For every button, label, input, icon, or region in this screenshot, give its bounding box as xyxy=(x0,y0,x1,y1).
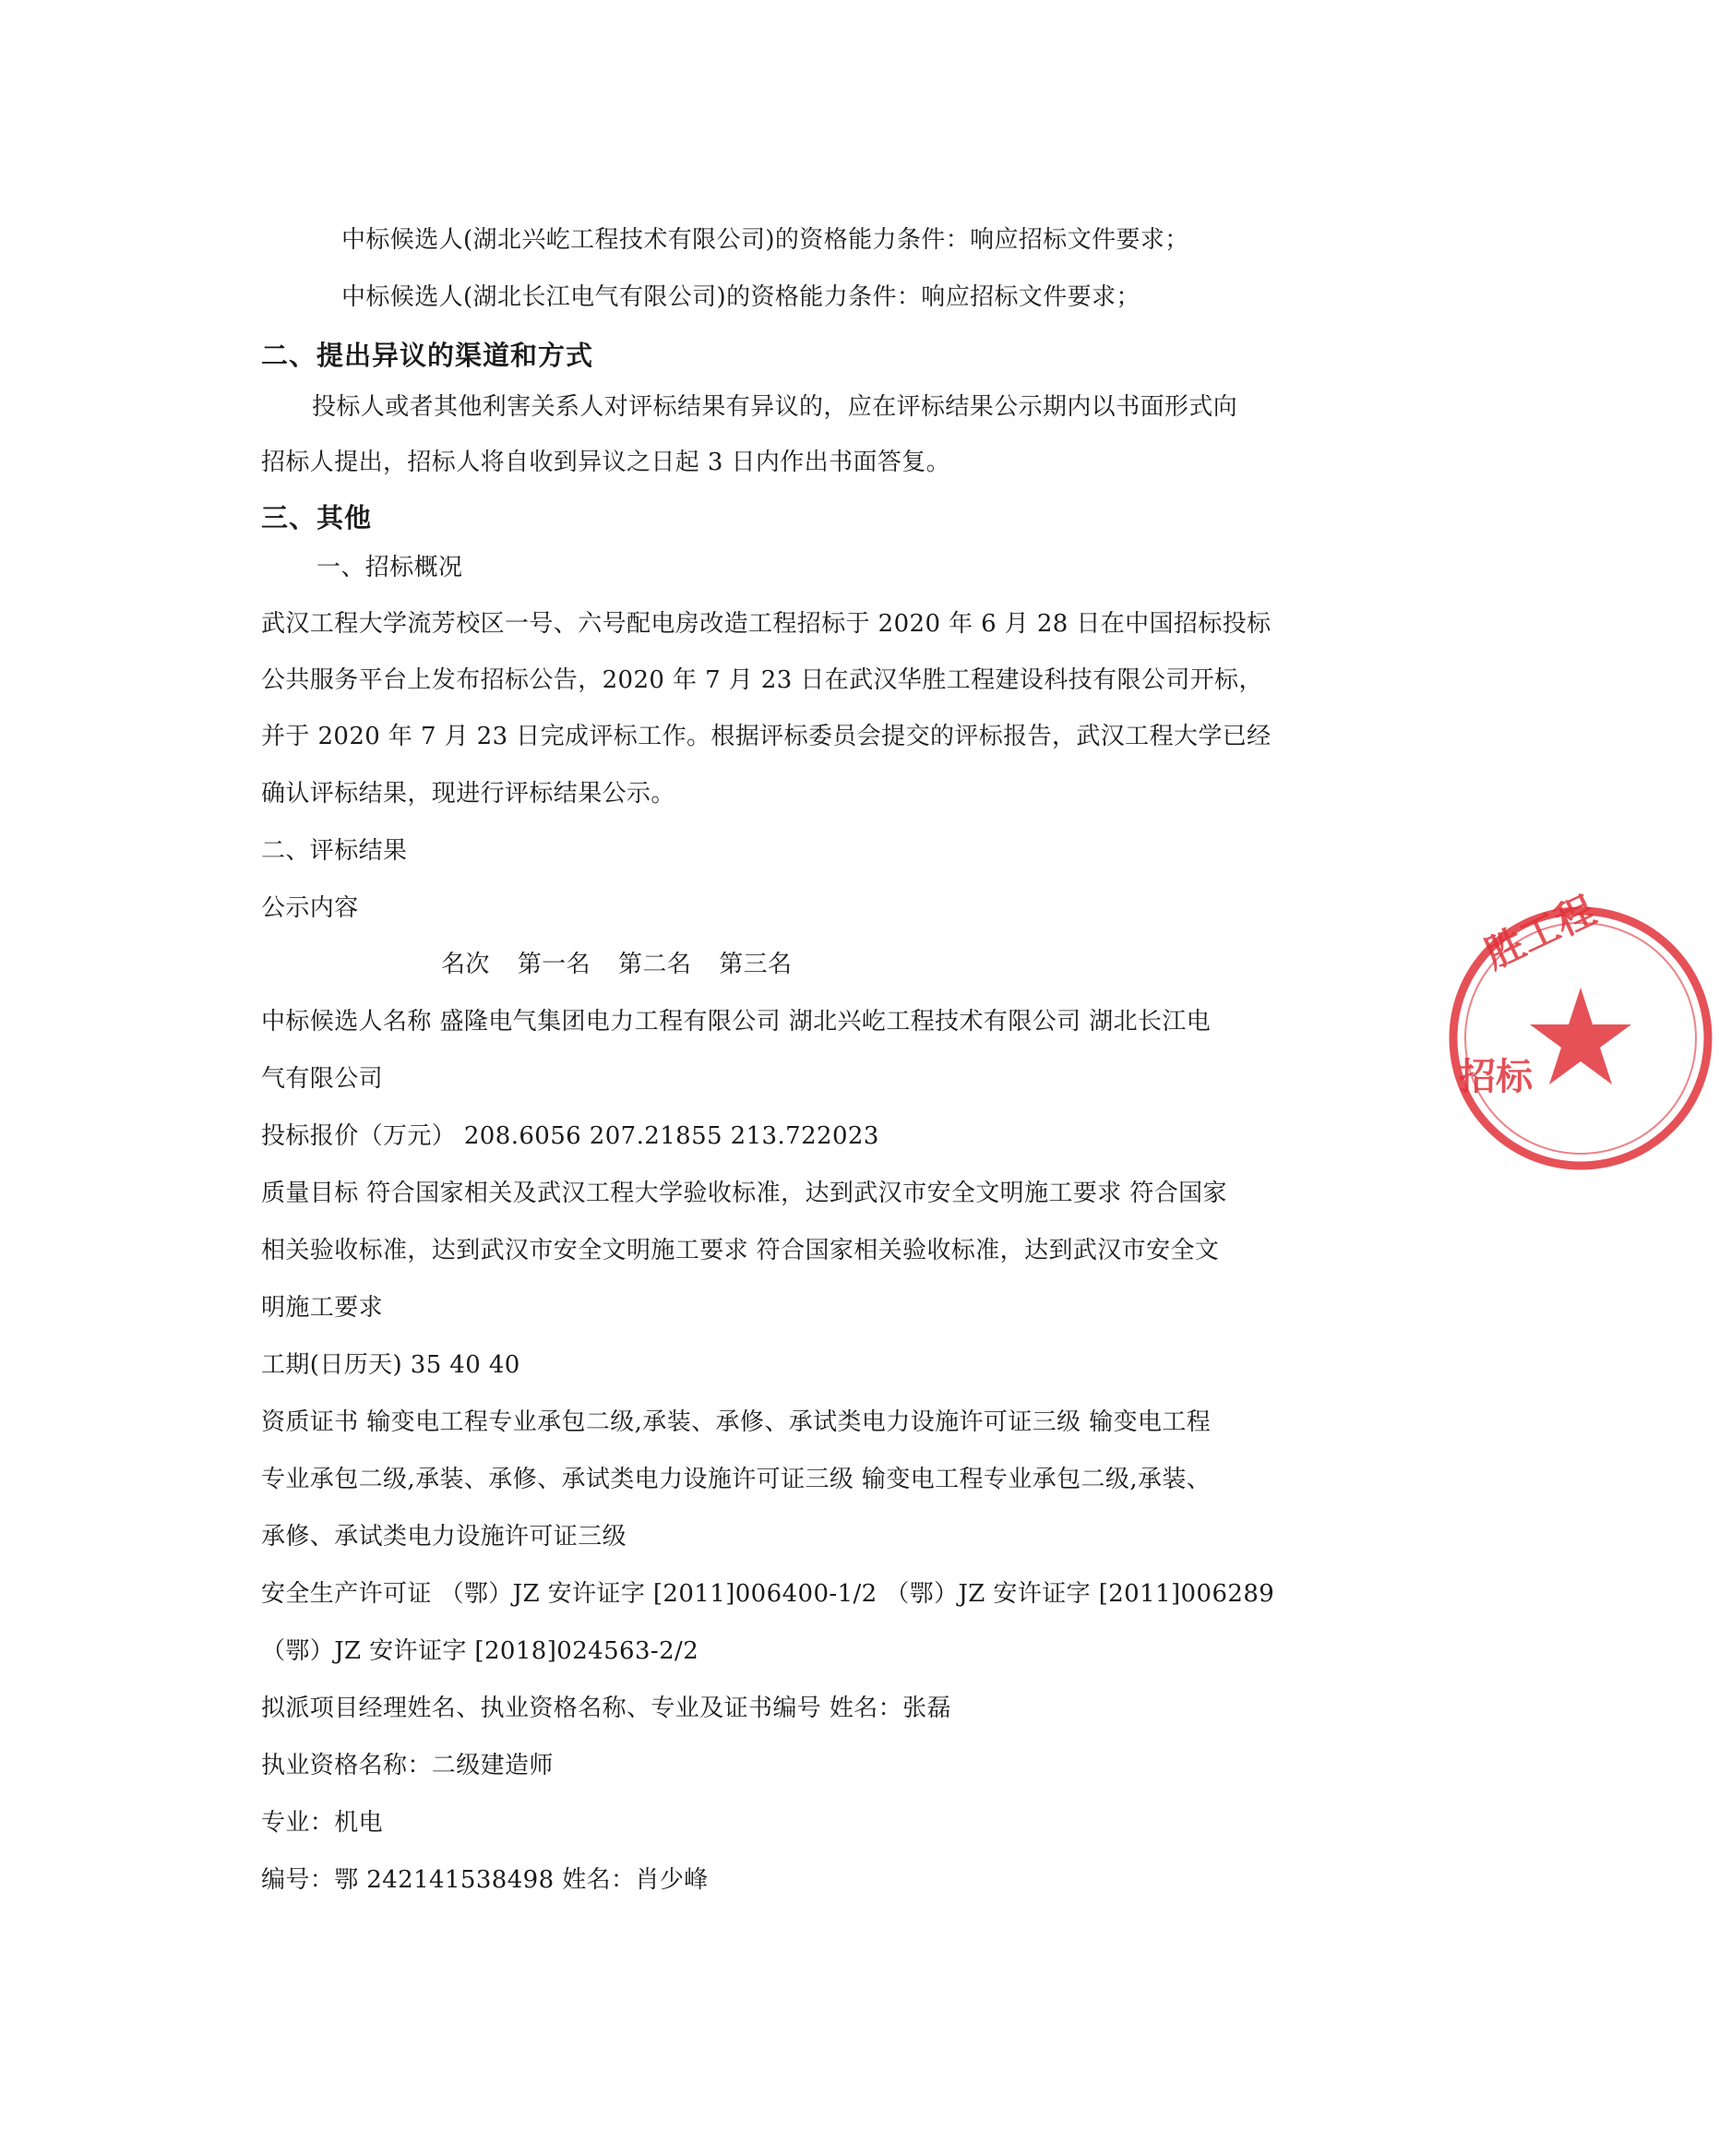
candidate-condition-line-2: 中标候选人(湖北长江电气有限公司)的资格能力条件：响应招标文件要求； xyxy=(341,283,1140,311)
result-line-candidate-names: 中标候选人名称 盛隆电气集团电力工程有限公司 湖北兴屹工程技术有限公司 湖北长江电 xyxy=(261,1008,1212,1036)
result-line-qualification-name: 执业资格名称：二级建造师 xyxy=(261,1752,554,1779)
subheading-evaluation-results: 二、评标结果 xyxy=(261,837,408,865)
result-line-quality-3: 明施工要求 xyxy=(261,1294,384,1322)
result-line-quality-2: 相关验收标准，达到武汉市安全文明施工要求 符合国家相关验收标准，达到武汉市安全文 xyxy=(261,1237,1220,1264)
result-line-qualification-3: 承修、承试类电力设施许可证三级 xyxy=(261,1523,627,1551)
rank-header-row xyxy=(441,949,819,980)
overview-line-2: 公共服务平台上发布招标公告，2020 年 7 月 23 日在武汉华胜工程建设科技有限公司开标， xyxy=(261,666,1263,694)
subheading-bid-overview: 一、招标概况 xyxy=(316,554,463,581)
result-line-duration: 工期(日历天) 35 40 40 xyxy=(261,1351,520,1379)
result-line-candidate-names-cont: 气有限公司 xyxy=(261,1065,384,1093)
objection-paragraph-line-1: 投标人或者其他利害关系人对评标结果有异议的，应在评标结果公示期内以书面形式向 xyxy=(312,393,1238,421)
result-line-safety-permit-2: （鄂）JZ 安许证字 [2018]024563-2/2 xyxy=(261,1637,699,1665)
result-line-qualification-1: 资质证书 输变电工程专业承包二级,承装、承修、承试类电力设施许可证三级 输变电工程 xyxy=(261,1408,1212,1436)
result-line-qualification-2: 专业承包二级,承装、承修、承试类电力设施许可证三级 输变电工程专业承包二级,承装、 xyxy=(261,1466,1212,1493)
result-line-manager: 拟派项目经理姓名、执业资格名称、专业及证书编号 姓名：张磊 xyxy=(261,1695,951,1722)
company-seal-stamp xyxy=(1442,887,1719,1177)
result-line-quality-1: 质量目标 符合国家相关及武汉工程大学验收标准，达到武汉市安全文明施工要求 符合国家 xyxy=(261,1180,1227,1207)
rank-third: 第三名 xyxy=(719,951,793,978)
publicity-content-label: 公示内容 xyxy=(261,894,359,922)
result-line-safety-permit-1: 安全生产许可证 （鄂）JZ 安许证字 [2011]006400-1/2 （鄂）JZ 安许证字 [2011]006289 xyxy=(261,1580,1275,1608)
result-line-cert-number: 编号：鄂 242141538498 姓名：肖少峰 xyxy=(261,1866,709,1894)
svg-text:胜工程: 胜工程 xyxy=(1477,887,1603,978)
rank-label: 名次 xyxy=(441,951,490,978)
result-line-specialty: 专业：机电 xyxy=(261,1809,384,1837)
result-line-bid-price: 投标报价（万元） 208.6056 207.21855 213.722023 xyxy=(261,1122,879,1150)
candidate-condition-line-1: 中标候选人(湖北兴屹工程技术有限公司)的资格能力条件：响应招标文件要求； xyxy=(341,226,1189,254)
section-heading-other: 三、其他 xyxy=(261,502,373,533)
svg-text:招标: 招标 xyxy=(1459,1056,1533,1098)
rank-first: 第一名 xyxy=(517,951,591,978)
objection-paragraph-line-2: 招标人提出，招标人将自收到异议之日起 3 日内作出书面答复。 xyxy=(261,449,951,476)
section-heading-objection: 二、提出异议的渠道和方式 xyxy=(261,340,594,371)
overview-line-4: 确认评标结果，现进行评标结果公示。 xyxy=(261,780,675,808)
overview-line-3: 并于 2020 年 7 月 23 日完成评标工作。根据评标委员会提交的评标报告，武汉工程大学已经 xyxy=(261,723,1271,750)
rank-second: 第二名 xyxy=(618,951,692,978)
overview-line-1: 武汉工程大学流芳校区一号、六号配电房改造工程招标于 2020 年 6 月 28 日在中国招标投标 xyxy=(261,610,1271,638)
